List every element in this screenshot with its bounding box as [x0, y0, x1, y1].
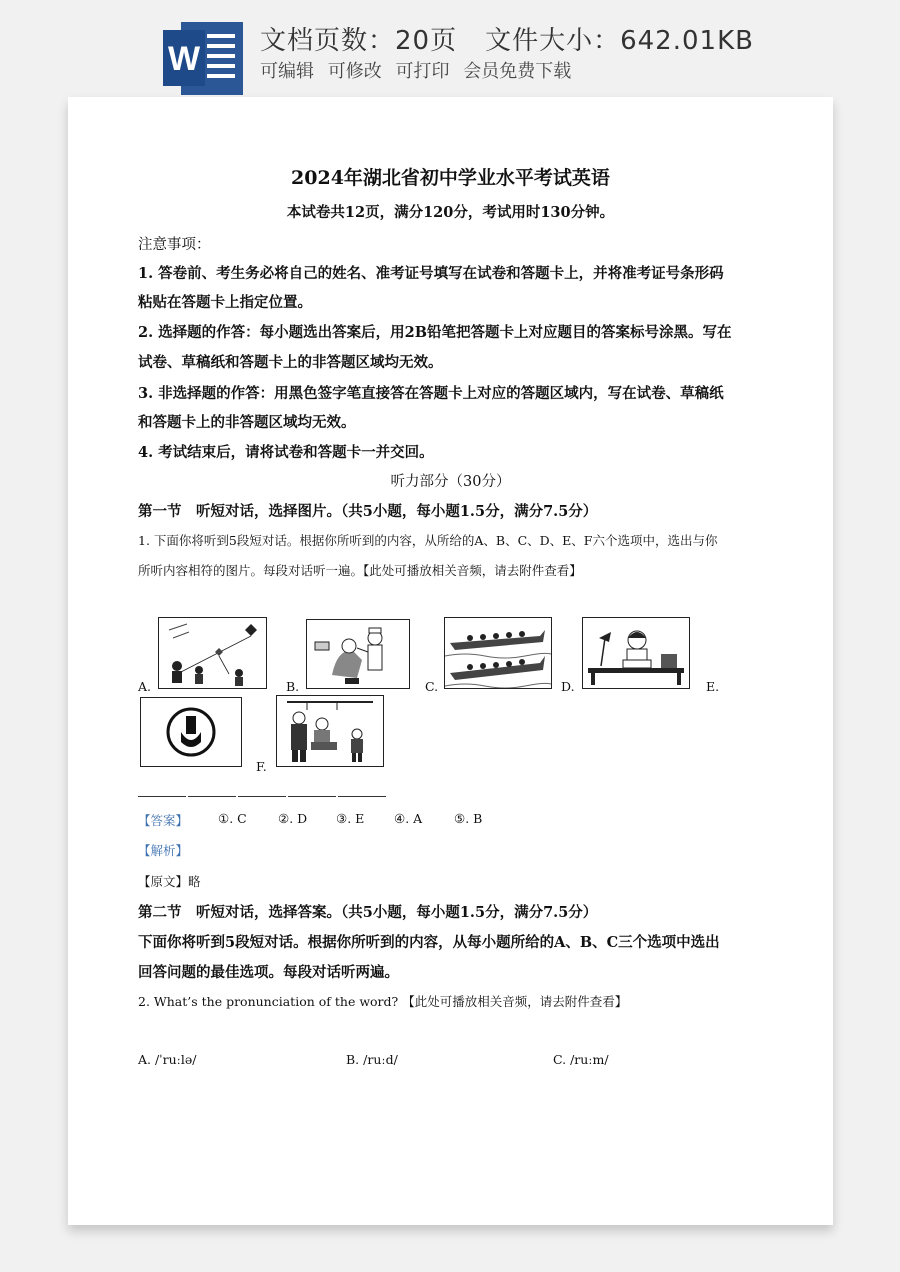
section1-instruction[interactable]: 所听内容相符的图片。每段对话听一遍。【此处可播放相关音频，请去附件查看】 — [138, 563, 582, 578]
option-c[interactable]: C. /ruːm/ — [553, 1052, 609, 1067]
picture-b-dentist — [306, 619, 410, 689]
document-page — [68, 97, 833, 1225]
analysis-tag: 【解析】 — [138, 843, 189, 858]
picture-label-e: E. — [706, 679, 720, 694]
listening-heading: 听力部分（30分） — [390, 474, 511, 490]
notice-line: 1. 答卷前、考生务必将自己的姓名、准考证号填写在试卷和答题卡上，并将准考证号条形码 — [138, 265, 724, 282]
hand-sign-illustration — [141, 698, 241, 766]
answer-item: ④. A — [394, 811, 423, 826]
answer-tag: 【答案】 — [138, 813, 189, 828]
section2-instruction: 回答问题的最佳选项。每段对话听两遍。 — [138, 964, 399, 981]
svg-text:W: W — [167, 40, 201, 78]
document-info-banner — [0, 0, 900, 96]
feature-list — [260, 57, 579, 83]
feature-modifiable: 可修改 — [327, 61, 382, 82]
original-text: 【原文】略 — [138, 874, 201, 889]
document-subtitle: 本试卷共12页，满分120分，考试用时130分钟。 — [286, 204, 615, 221]
notice-line: 2. 选择题的作答：每小题选出答案后，用2B铅笔把答题卡上对应题目的答案标号涂黑。写在 — [138, 324, 732, 341]
answer-item: ③. E — [336, 811, 365, 826]
notice-heading: 注意事项： — [138, 237, 211, 253]
document-stats — [260, 20, 754, 57]
answer-item: ②. D — [278, 811, 308, 826]
answer-blank — [188, 796, 236, 797]
file-size: 文件大小：642.01KB — [485, 26, 754, 56]
section1-heading: 第一节 听短对话，选择图片。（共5小题，每小题1.5分，满分7.5分） — [138, 503, 598, 520]
notice-line: 3. 非选择题的作答：用黑色签字笔直接答在答题卡上对应的答题区域内，写在试卷、草稿纸 — [138, 385, 724, 402]
feature-printable: 可打印 — [395, 61, 450, 82]
option-b[interactable]: B. /ruːd/ — [346, 1052, 398, 1067]
section2-heading: 第二节 听短对话，选择答案。（共5小题，每小题1.5分，满分7.5分） — [138, 904, 598, 921]
section1-instruction: 1. 下面你将听到5段短对话。根据你所听到的内容，从所给的A、B、C、D、E、F六个选项中，选出与你 — [138, 533, 718, 548]
notice-line: 粘贴在答题卡上指定位置。 — [138, 294, 312, 311]
answer-blank — [138, 796, 186, 797]
picture-a-kite-flying — [158, 617, 267, 689]
answer-item: ①. C — [218, 811, 247, 826]
picture-e-hand-symbol — [140, 697, 242, 767]
picture-c-dragon-boat — [444, 617, 552, 689]
picture-d-reading-desk — [582, 617, 690, 689]
answer-item: ⑤. B — [454, 811, 483, 826]
question-2[interactable]: 2. What’s the pronunciation of the word? 【此处可播放相关音频，请去附件查看】 — [138, 994, 628, 1009]
answer-blank — [238, 796, 286, 797]
word-document-icon — [163, 22, 243, 95]
feature-member-download[interactable]: 会员免费下载 — [463, 61, 572, 82]
notice-line: 和答题卡上的非答题区域均无效。 — [138, 414, 356, 431]
picture-label-a: A. — [138, 679, 152, 694]
picture-label-f: F. — [256, 759, 267, 774]
dentist-illustration — [307, 620, 409, 688]
section2-instruction: 下面你将听到5段短对话。根据你所听到的内容，从每小题所给的A、B、C三个选项中选出 — [138, 934, 720, 951]
dragon-boat-illustration — [445, 618, 551, 688]
notice-line: 4. 考试结束后，请将试卷和答题卡一并交回。 — [138, 444, 434, 461]
answer-blank — [338, 796, 386, 797]
page-count: 文档页数：20页 — [260, 26, 458, 56]
picture-f-bus-seat — [276, 695, 384, 767]
document-title: 2024年湖北省初中学业水平考试英语 — [291, 167, 610, 189]
feature-editable: 可编辑 — [260, 61, 314, 82]
kite-flying-illustration — [159, 618, 266, 688]
studying-illustration — [583, 618, 689, 688]
picture-label-c: C. — [425, 679, 439, 694]
picture-label-d: D. — [561, 679, 575, 694]
picture-label-b: B. — [286, 679, 300, 694]
answer-blank — [288, 796, 336, 797]
notice-line: 试卷、草稿纸和答题卡上的非答题区域均无效。 — [138, 354, 443, 371]
option-a[interactable]: A. /ˈruːlə/ — [138, 1052, 197, 1067]
giving-seat-illustration — [277, 696, 383, 766]
